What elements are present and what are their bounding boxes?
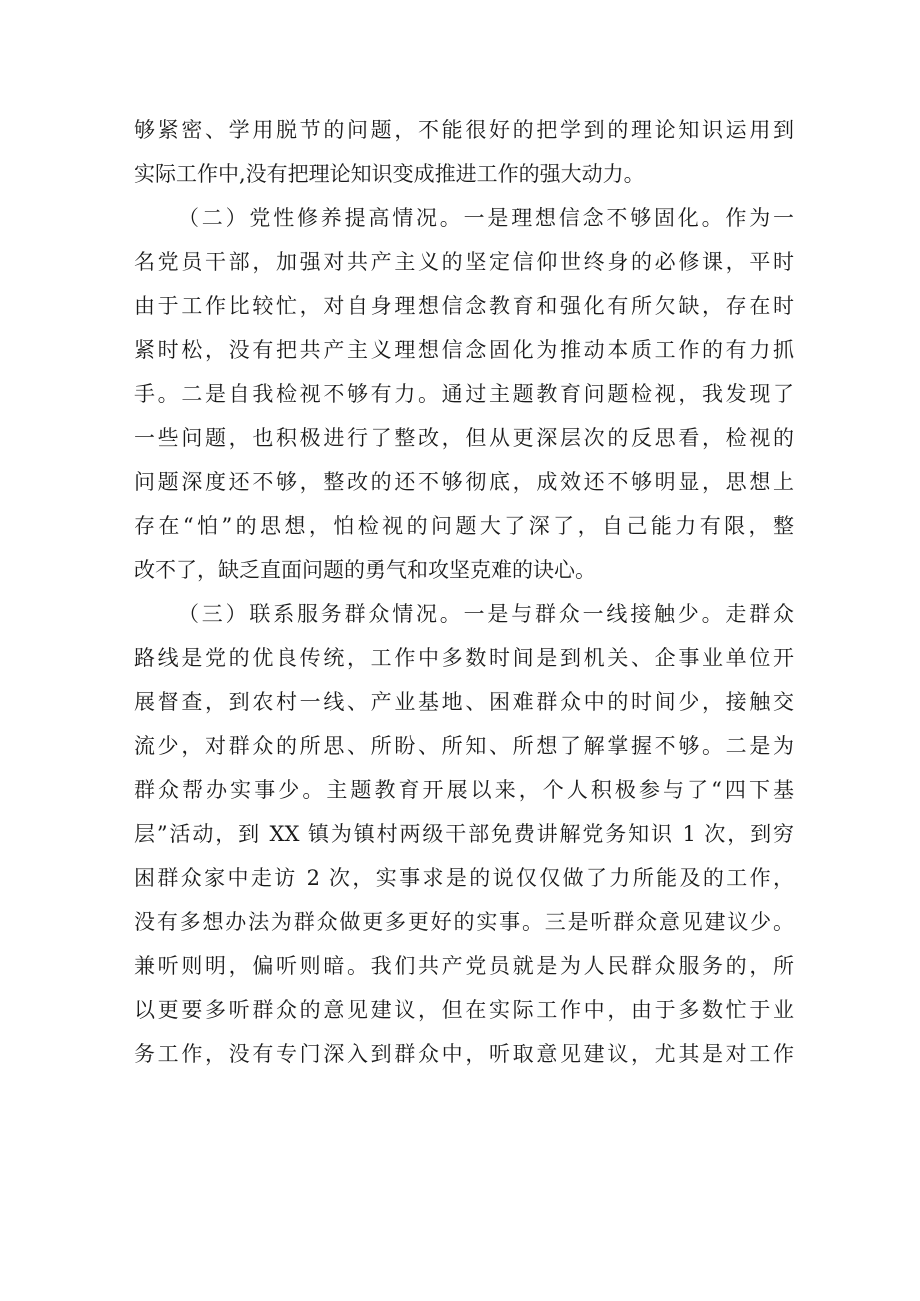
text-line: 紧时松，没有把共产主义理想信念固化为推动本质工作的有力抓 bbox=[134, 338, 794, 362]
text-line: 群众帮办实事少。主题教育开展以来，个人积极参与了“四下基 bbox=[134, 778, 794, 802]
text-line: 一些问题，也积极进行了整改，但从更深层次的反思看，检视的 bbox=[134, 426, 794, 450]
paragraph-serving-masses bbox=[134, 592, 794, 1076]
text-line: 困群众家中走访 2 次，实事求是的说仅仅做了力所能及的工作， bbox=[134, 866, 794, 890]
text-line: （二）党性修养提高情况。一是理想信念不够固化。作为一 bbox=[178, 206, 794, 230]
text-line: （三）联系服务群众情况。一是与群众一线接触少。走群众 bbox=[178, 602, 794, 626]
text-line: 路线是党的优良传统，工作中多数时间是到机关、企事业单位开 bbox=[134, 646, 794, 670]
text-line: 展督查，到农村一线、产业基地、困难群众中的时间少，接触交 bbox=[134, 690, 794, 714]
paragraph-theory-application bbox=[134, 108, 794, 196]
text-line: 改不了，缺乏直面问题的勇气和攻坚克难的诀心。 bbox=[134, 558, 596, 582]
paragraph-party-cultivation bbox=[134, 196, 794, 592]
text-line: 流少，对群众的所思、所盼、所知、所想了解掌握不够。二是为 bbox=[134, 734, 794, 758]
text-line: 由于工作比较忙，对自身理想信念教育和强化有所欠缺，存在时 bbox=[134, 294, 794, 318]
document-body bbox=[134, 108, 794, 1076]
text-line: 够紧密、学用脱节的问题，不能很好的把学到的理论知识运用到 bbox=[134, 118, 794, 142]
text-line: 层”活动，到 XX 镇为镇村两级干部免费讲解党务知识 1 次，到穷 bbox=[134, 822, 794, 846]
text-line: 手。二是自我检视不够有力。通过主题教育问题检视，我发现了 bbox=[134, 382, 794, 406]
text-line: 以更要多听群众的意见建议，但在实际工作中，由于多数忙于业 bbox=[134, 998, 794, 1022]
text-line: 兼听则明，偏听则暗。我们共产党员就是为人民群众服务的，所 bbox=[134, 954, 794, 978]
text-line: 名党员干部，加强对共产主义的坚定信仰世终身的必修课，平时 bbox=[134, 250, 794, 274]
text-line: 实际工作中,没有把理论知识变成推进工作的强大动力。 bbox=[134, 162, 645, 186]
text-line: 存在“怕”的思想，怕检视的问题大了深了，自己能力有限，整 bbox=[134, 514, 794, 538]
text-line: 没有多想办法为群众做更多更好的实事。三是听群众意见建议少。 bbox=[134, 910, 794, 934]
text-line: 务工作，没有专门深入到群众中，听取意见建议，尤其是对工作 bbox=[134, 1042, 794, 1066]
text-line: 问题深度还不够，整改的还不够彻底，成效还不够明显，思想上 bbox=[134, 470, 794, 494]
